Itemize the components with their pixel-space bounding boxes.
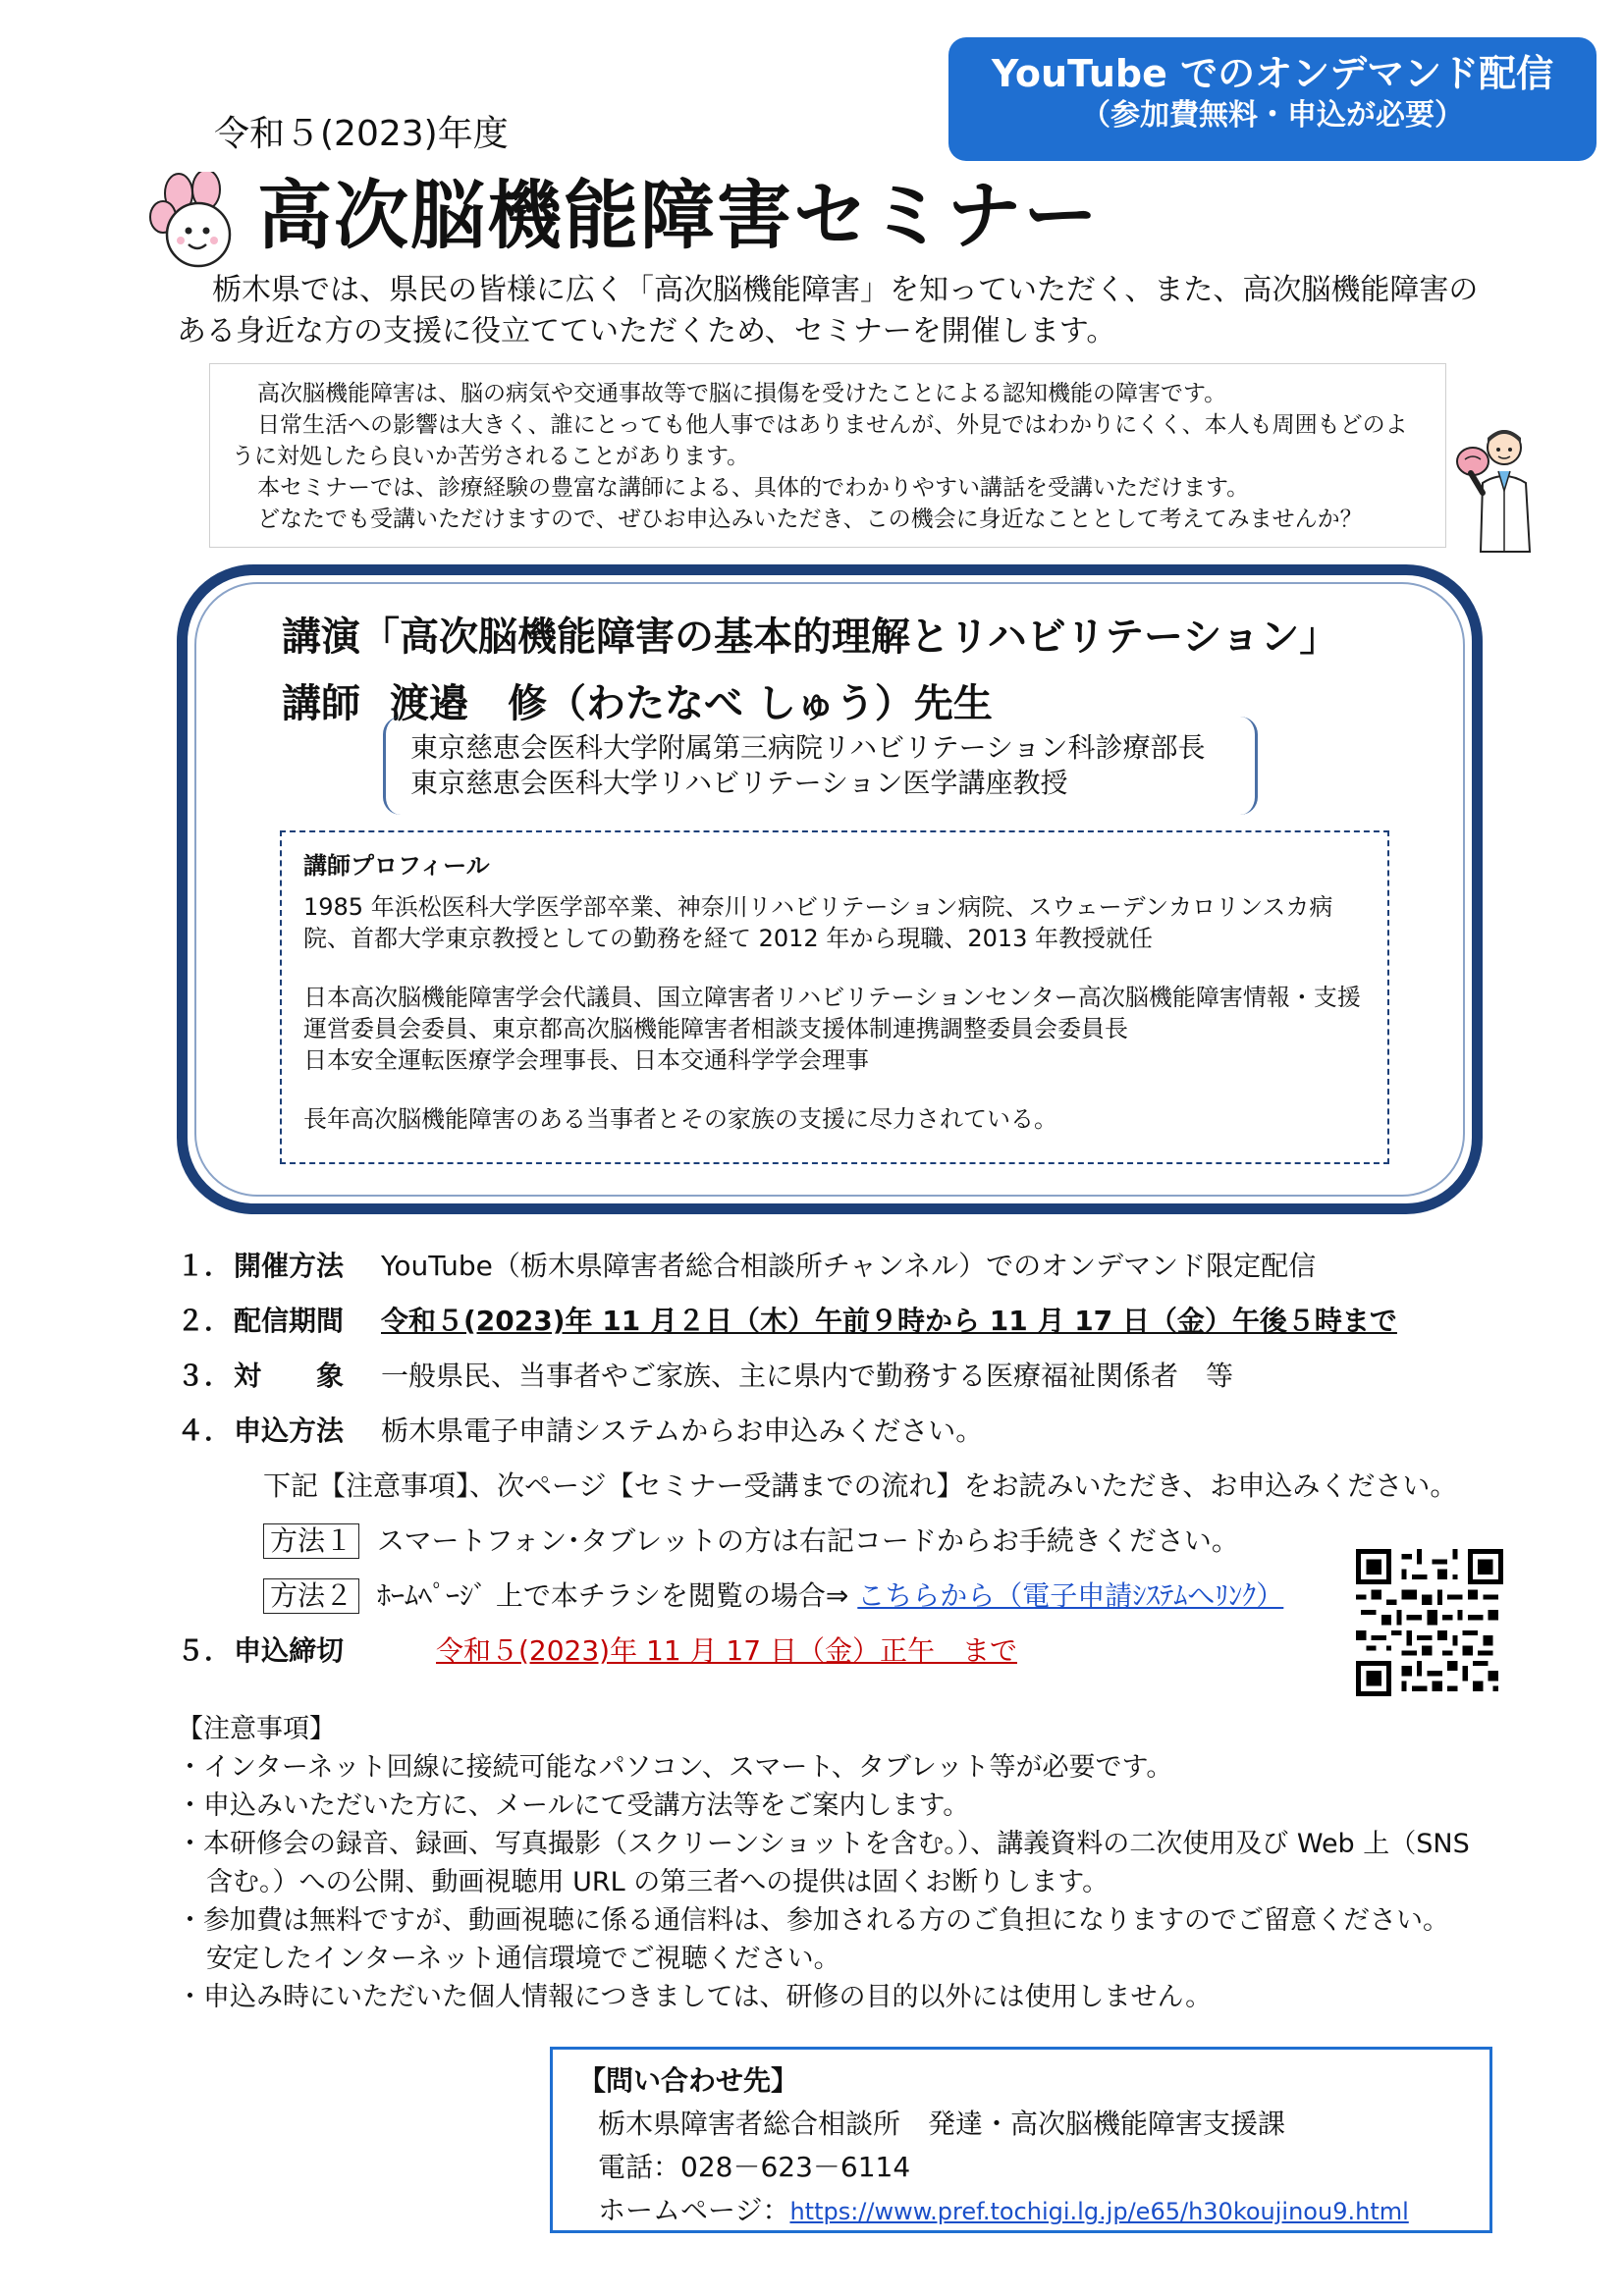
item-number: １． — [177, 1250, 233, 1282]
page-title: 高次脳機能障害セミナー — [257, 172, 1100, 259]
item-number: ４． — [177, 1415, 233, 1447]
contact-box — [550, 2047, 1492, 2233]
profile-paragraph: 日本安全運転医療学会理事長、日本交通科学学会理事 — [303, 1046, 869, 1074]
profile-paragraph: 日本高次脳機能障害学会代議員、国立障害者リハビリテーションセンター高次脳機能障害情報・支援運営委員会委員、東京都高次脳機能障害者相談支援体制連携調整委員会委員長 — [303, 984, 1361, 1042]
notes-item: ・本研修会の録音、録画、写真撮影（スクリーンショットを含む。）、講義資料の二次使用及び Web 上（SNS 含む。）への公開、動画視聴用 URL の第三者への提供は固くお断りします。 — [177, 1829, 1470, 1897]
profile-box — [280, 830, 1389, 1164]
item-delivery-method — [177, 1247, 1316, 1286]
notes-item: ・申込み時にいただいた個人情報につきましては、研修の目的以外には使用しません。 — [177, 1982, 1213, 2012]
profile-title: 講師プロフィール — [303, 852, 490, 880]
method-2 — [263, 1576, 1283, 1616]
intro-text: 栃木県では、県民の皆様に広く「高次脳機能障害」を知っていただく、また、高次脳機能障害のある身近な方の支援に役立てていただくため、セミナーを開催します。 — [177, 273, 1479, 348]
about-line: 高次脳機能障害は、脳の病気や交通事故等で脳に損傷を受けたことによる認知機能の障害です。 — [257, 381, 1227, 406]
item-value: 令和５(2023)年 11 月２日（木）午前９時から 11 月 17 日（金）午後５時まで — [381, 1305, 1397, 1337]
mascot-flower-icon — [149, 172, 244, 270]
homepage-label: ホームページ： — [598, 2194, 790, 2226]
contact-homepage — [578, 2189, 1464, 2233]
lecturer-affiliation — [410, 730, 1205, 801]
item-value: 栃木県電子申請システムからお申込みください。 — [381, 1415, 984, 1447]
method-1 — [263, 1522, 1239, 1561]
notes-item: ・申込みいただいた方に、メールにて受講方法等をご案内します。 — [177, 1790, 970, 1821]
method-2-label: 方法２ — [263, 1578, 359, 1614]
fiscal-year: 令和５(2023)年度 — [214, 114, 509, 154]
contact-tel: 電話：028－623－6114 — [598, 2151, 911, 2183]
item-value: YouTube（栃木県障害者総合相談所チャンネル）でのオンデマンド限定配信 — [381, 1250, 1317, 1282]
item-number: ３． — [177, 1360, 233, 1392]
item-label: 申込方法 — [234, 1415, 345, 1447]
affiliation-bracket-right — [1233, 717, 1258, 815]
affiliation-line: 東京慈恵会医科大学附属第三病院リハビリテーション科診療部長 — [410, 731, 1206, 764]
item-deadline — [177, 1631, 1017, 1671]
notes-item: ・インターネット回線に接続可能なパソコン、スマート、タブレット等が必要です。 — [177, 1752, 1173, 1783]
item-target — [177, 1357, 1233, 1396]
about-line: どなたでも受講いただけますので、ぜひお申込みいただき、この機会に身近なこととして考えてみませんか？ — [257, 507, 1363, 532]
youtube-delivery-banner — [948, 37, 1597, 161]
item-delivery-period — [177, 1302, 1397, 1341]
method-1-label: 方法１ — [263, 1523, 359, 1559]
item-label: 配信期間 — [234, 1305, 345, 1337]
about-line: 日常生活への影響は大きく、誰にとっても他人事ではありませんが、外見ではわかりにくく、本人も周囲もどのように対処したら良いか苦労されることがあります。 — [232, 412, 1408, 469]
affiliation-bracket-left — [383, 717, 407, 815]
item-value: 一般県民、当事者やご家族、主に県内で勤務する医療福祉関係者 等 — [381, 1360, 1234, 1392]
homepage-link[interactable]: https://www.pref.tochigi.lg.jp/e65/h30koujinou9.html — [789, 2198, 1409, 2225]
method-2-text: ﾎｰﾑﾍﾟｰｼﾞ 上で本チラシを閲覧の場合⇒ — [377, 1579, 849, 1612]
profile-paragraph: 長年高次脳機能障害のある当事者とその家族の支援に尽力されている。 — [303, 1105, 1057, 1133]
item-label: 開催方法 — [234, 1250, 345, 1282]
item-label: 対 象 — [234, 1360, 345, 1392]
lecture-title: 講演「高次脳機能障害の基本的理解とリハビリテーション」 — [282, 614, 1339, 660]
about-box — [209, 363, 1446, 548]
banner-line1: YouTube でのオンデマンド配信 — [991, 52, 1554, 95]
method-1-text: スマートフォン･タブレットの方は右記コードからお手続きください。 — [377, 1524, 1239, 1557]
qr-code-icon[interactable] — [1356, 1549, 1503, 1696]
contact-org: 栃木県障害者総合相談所 発達・高次脳機能障害支援課 — [598, 2108, 1286, 2140]
banner-line2: （参加費無料・申込が必要） — [1081, 98, 1464, 133]
doctor-icon — [1443, 424, 1538, 556]
notes-item: ・参加費は無料ですが、動画視聴に係る通信料は、参加される方のご負担になりますのでご留意ください。安定したインターネット通信環境でご視聴ください。 — [177, 1905, 1449, 1974]
lecturer-label: 講師 — [282, 681, 360, 726]
notes-section — [177, 1710, 1473, 2016]
item-number: ２． — [177, 1305, 233, 1337]
contact-title: 【問い合わせ先】 — [578, 2064, 799, 2097]
about-line: 本セミナーでは、診療経験の豊富な講師による、具体的でわかりやすい講話を受講いただけます。 — [257, 475, 1250, 501]
deadline-value: 令和５(2023)年 11 月 17 日（金）正午 まで — [436, 1634, 1017, 1667]
item-number: ５． — [177, 1634, 233, 1667]
lecturer-name: 渡邉 修（わたなべ しゅう）先生 — [390, 681, 993, 726]
item-application-method — [177, 1412, 983, 1451]
application-link[interactable]: こちらから（電子申請ｼｽﾃﾑへﾘﾝｸ） — [857, 1579, 1284, 1612]
profile-paragraph: 1985 年浜松医科大学医学部卒業、神奈川リハビリテーション病院、スウェーデンカロリンスカ病院、首都大学東京教授としての勤務を経て 2012 年から現職、2013 年教授就任 — [303, 893, 1333, 952]
affiliation-line: 東京慈恵会医科大学リハビリテーション医学講座教授 — [410, 767, 1068, 799]
application-note: 下記【注意事項】、次ページ【セミナー受講までの流れ】をお読みいただき、お申込みください。 — [263, 1469, 1458, 1502]
item-label: 申込締切 — [234, 1634, 345, 1667]
notes-title: 【注意事項】 — [177, 1714, 336, 1744]
